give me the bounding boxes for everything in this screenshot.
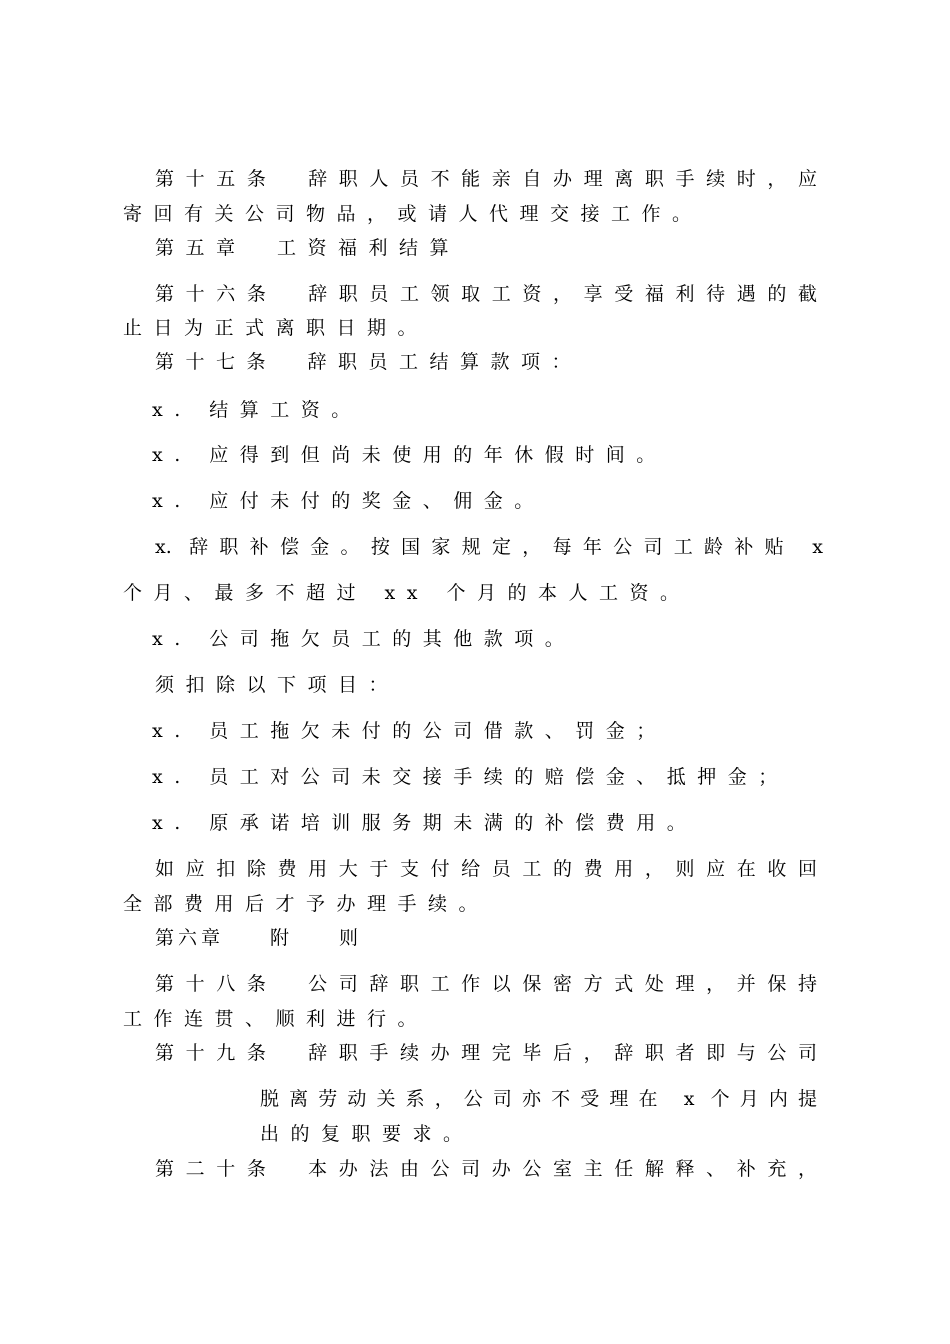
- deduction-item-1: x. 员工拖欠未付的公司借款、罚金；: [152, 720, 667, 742]
- article-19-line-2: 脱离劳动关系，公司亦不受理在 x 个月内提: [260, 1088, 817, 1110]
- list-item-4-line-2: 个月、最多不超过 xx 个月的本人工资。: [123, 582, 691, 604]
- deduction-note-line-1: 如应扣除费用大于支付给员工的费用，则应在收回: [155, 858, 817, 880]
- article-17-heading: 第十七条 辞职员工结算款项：: [155, 351, 583, 373]
- list-item-3: x. 应付未付的奖金、佣金。: [152, 490, 545, 512]
- list-item-5: x. 公司拖欠员工的其他款项。: [152, 628, 576, 650]
- chapter-5-heading: 第五章 工资福利结算: [155, 237, 461, 259]
- deductions-heading: 须扣除以下项目：: [155, 674, 400, 696]
- deduction-item-3: x. 原承诺培训服务期未满的补偿费用。: [152, 812, 698, 834]
- article-16-line-1: 第十六条 辞职员工领取工资，享受福利待遇的截: [155, 283, 817, 305]
- article-18-line-1: 第十八条 公司辞职工作以保密方式处理，并保持: [155, 973, 817, 995]
- article-15-line-2: 寄回有关公司物品，或请人代理交接工作。: [123, 203, 703, 225]
- deduction-note-line-2: 全部费用后才予办理手续。: [123, 893, 490, 915]
- chapter-6-heading: 第六章 附 则: [155, 927, 363, 949]
- list-item-2: x. 应得到但尚未使用的年休假时间。: [152, 444, 667, 466]
- deduction-item-2: x. 员工对公司未交接手续的赔偿金、抵押金；: [152, 766, 789, 788]
- article-19-line-3: 出的复职要求。: [260, 1123, 474, 1145]
- article-20-line-1: 第二十条 本办法由公司办公室主任解释、补充，: [155, 1158, 817, 1180]
- list-item-1: x. 结算工资。: [152, 399, 362, 421]
- article-18-line-2: 工作连贯、顺利进行。: [123, 1008, 429, 1030]
- list-item-4-line-1: x. 辞职补偿金。按国家规定，每年公司工龄补贴 x: [155, 536, 823, 558]
- article-19-line-1: 第十九条 辞职手续办理完毕后，辞职者即与公司: [155, 1042, 817, 1064]
- article-15-line-1: 第十五条 辞职人员不能亲自办理离职手续时，应: [155, 168, 817, 190]
- article-16-line-2: 止日为正式离职日期。: [123, 317, 429, 339]
